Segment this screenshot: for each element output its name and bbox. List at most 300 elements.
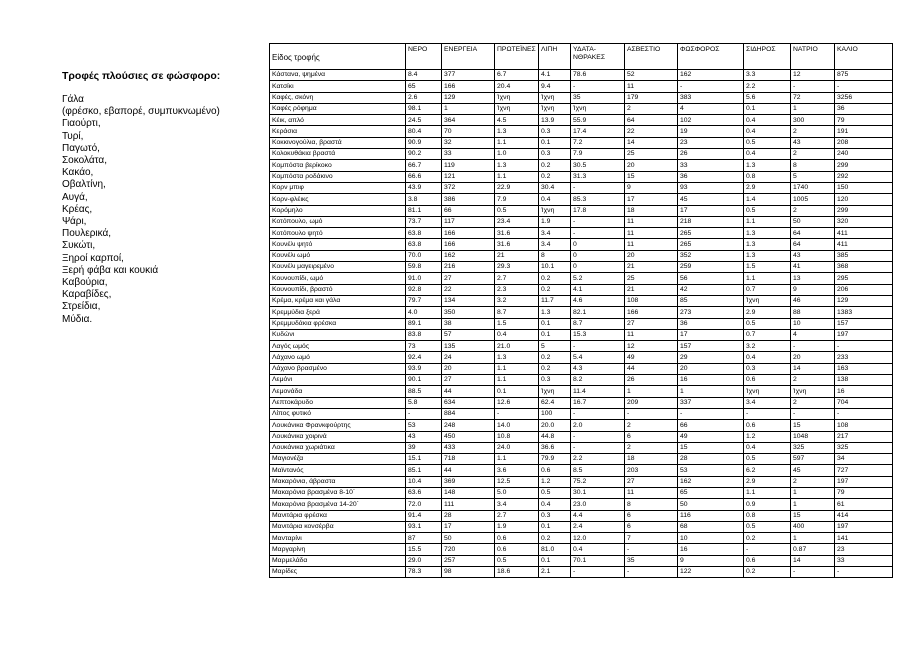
value-cell: 36 <box>835 103 893 114</box>
value-cell: 2 <box>625 420 678 431</box>
value-cell: Ίχνη <box>571 103 625 114</box>
value-cell: 70.1 <box>571 555 625 566</box>
value-cell: 368 <box>835 262 893 273</box>
value-cell: 129 <box>835 295 893 306</box>
value-cell: - <box>571 182 625 193</box>
table-row <box>270 510 893 521</box>
value-cell: 7 <box>625 533 678 544</box>
value-cell: 3.8 <box>406 194 442 205</box>
value-cell: 93 <box>678 182 744 193</box>
value-cell: 1 <box>791 487 835 498</box>
value-cell: 121 <box>442 171 495 182</box>
value-cell: - <box>571 567 625 578</box>
value-cell: Ίχνη <box>539 205 571 216</box>
table-row <box>270 307 893 318</box>
value-cell: 265 <box>678 239 744 250</box>
value-cell: 27 <box>442 375 495 386</box>
value-cell: 134 <box>442 295 495 306</box>
value-cell: 3.2 <box>495 295 539 306</box>
food-name-cell: Κρεμμυδάκια φρέσκα <box>270 318 406 329</box>
value-cell: 43.9 <box>406 182 442 193</box>
value-cell: 14 <box>625 137 678 148</box>
table-row <box>270 499 893 510</box>
value-cell: 0.5 <box>495 205 539 216</box>
food-name-cell: Κουνουπίδι, βραστό <box>270 284 406 295</box>
value-cell: 30.5 <box>571 160 625 171</box>
value-cell: 411 <box>835 228 893 239</box>
nutrition-table <box>269 43 893 578</box>
value-cell: - <box>835 341 893 352</box>
value-cell: 0.2 <box>744 533 791 544</box>
food-name-cell: Κάστανα, ψημένα <box>270 70 406 81</box>
value-cell: 36 <box>678 318 744 329</box>
value-cell: 19 <box>678 126 744 137</box>
value-cell: 12.5 <box>495 476 539 487</box>
food-name-cell: Κοκκινογούλια, βραστά <box>270 137 406 148</box>
value-cell: 108 <box>835 420 893 431</box>
value-cell: 162 <box>678 476 744 487</box>
value-cell: 7.9 <box>495 194 539 205</box>
food-name-cell: Κορόμηλο <box>270 205 406 216</box>
value-cell: 0.4 <box>744 126 791 137</box>
value-cell: 22 <box>625 126 678 137</box>
food-name-cell: Κεράσια <box>270 126 406 137</box>
value-cell: 352 <box>678 250 744 261</box>
value-cell: 98 <box>442 567 495 578</box>
value-cell: 17 <box>625 194 678 205</box>
value-cell: 14 <box>791 555 835 566</box>
value-cell: 21 <box>625 284 678 295</box>
table-row <box>270 171 893 182</box>
value-cell: 21 <box>625 262 678 273</box>
value-cell: 22 <box>442 284 495 295</box>
table-row <box>270 476 893 487</box>
value-cell: 32 <box>442 137 495 148</box>
value-cell: 1.5 <box>495 318 539 329</box>
value-cell: 27 <box>625 476 678 487</box>
value-cell: 9 <box>625 182 678 193</box>
phosphorus-food-item: Κρέας, <box>62 203 93 215</box>
value-cell: 350 <box>442 307 495 318</box>
food-name-cell: Κορν μπιφ <box>270 182 406 193</box>
value-cell: 1 <box>791 533 835 544</box>
value-cell: 0.8 <box>744 510 791 521</box>
value-cell: 10.1 <box>539 262 571 273</box>
table-row <box>270 408 893 419</box>
value-cell: 44.8 <box>539 431 571 442</box>
value-cell: 31.6 <box>495 228 539 239</box>
value-cell: 30.4 <box>539 182 571 193</box>
value-cell: 20 <box>791 352 835 363</box>
value-cell: 4.1 <box>539 70 571 81</box>
food-name-cell: Κουνέλι μαγειρεμένο <box>270 262 406 273</box>
value-cell: 66.7 <box>406 160 442 171</box>
food-name-cell: Μαϊντανός <box>270 465 406 476</box>
value-cell: 265 <box>678 228 744 239</box>
value-cell: 3.4 <box>495 499 539 510</box>
food-name-cell: Μακαρόνια, άβραστα <box>270 476 406 487</box>
food-name-cell: Κουνέλι ωμό <box>270 250 406 261</box>
value-cell: 325 <box>791 442 835 453</box>
value-cell: 2 <box>791 149 835 160</box>
value-cell: 34 <box>835 454 893 465</box>
table-row <box>270 352 893 363</box>
table-row <box>270 420 893 431</box>
value-cell: 0.6 <box>539 465 571 476</box>
value-cell: 28 <box>678 454 744 465</box>
table-row <box>270 318 893 329</box>
value-cell: 377 <box>442 70 495 81</box>
value-cell: 1.2 <box>744 431 791 442</box>
value-cell: 1.3 <box>744 239 791 250</box>
value-cell: 4.1 <box>571 284 625 295</box>
value-cell: 12.6 <box>495 397 539 408</box>
value-cell: 43 <box>791 137 835 148</box>
value-cell: 720 <box>442 544 495 555</box>
value-cell: 0.4 <box>571 544 625 555</box>
value-cell: 81.1 <box>406 205 442 216</box>
value-cell: 0.4 <box>539 499 571 510</box>
value-cell: 18 <box>625 205 678 216</box>
value-cell: 1.1 <box>744 487 791 498</box>
table-row <box>270 137 893 148</box>
value-cell: 17 <box>678 205 744 216</box>
value-cell: 1.1 <box>744 216 791 227</box>
value-cell: 2.7 <box>495 273 539 284</box>
value-cell: 9 <box>678 555 744 566</box>
value-cell: 50 <box>442 533 495 544</box>
value-cell: 53 <box>678 465 744 476</box>
value-cell: 28 <box>442 510 495 521</box>
value-cell: 0.2 <box>539 273 571 284</box>
value-cell: 0.4 <box>539 194 571 205</box>
food-name-cell: Κυδώνι <box>270 329 406 340</box>
value-cell: 8.4 <box>406 70 442 81</box>
value-cell: 63.6 <box>406 487 442 498</box>
value-cell: 2.7 <box>495 510 539 521</box>
value-cell: 98.1 <box>406 103 442 114</box>
column-header: ΛΙΠΗ <box>539 44 571 70</box>
value-cell: 62.4 <box>539 397 571 408</box>
value-cell: 1.1 <box>744 273 791 284</box>
value-cell: 4 <box>678 103 744 114</box>
value-cell: 72.0 <box>406 499 442 510</box>
value-cell: 23.0 <box>571 499 625 510</box>
value-cell: 5 <box>791 171 835 182</box>
value-cell: 248 <box>442 420 495 431</box>
value-cell: 386 <box>442 194 495 205</box>
value-cell: 63.8 <box>406 239 442 250</box>
value-cell: 6 <box>625 510 678 521</box>
value-cell: 43 <box>406 431 442 442</box>
value-cell: 1.0 <box>495 149 539 160</box>
table-row <box>270 533 893 544</box>
value-cell: 26 <box>678 149 744 160</box>
value-cell: 0.6 <box>495 533 539 544</box>
value-cell: 11.7 <box>539 295 571 306</box>
value-cell: 7.2 <box>571 137 625 148</box>
table-row <box>270 465 893 476</box>
value-cell: 209 <box>625 397 678 408</box>
value-cell: 0.4 <box>744 442 791 453</box>
phosphorus-food-item: Ξερή φάβα και κουκιά <box>62 264 159 276</box>
value-cell: 400 <box>791 521 835 532</box>
value-cell: 46 <box>791 295 835 306</box>
value-cell: 65 <box>678 487 744 498</box>
value-cell: 5 <box>539 341 571 352</box>
food-name-cell: Λαγός ωμός <box>270 341 406 352</box>
value-cell: 337 <box>678 397 744 408</box>
value-cell: 73.7 <box>406 216 442 227</box>
value-cell: 179 <box>625 92 678 103</box>
value-cell: 150 <box>835 182 893 193</box>
value-cell: 385 <box>835 250 893 261</box>
value-cell: 259 <box>678 262 744 273</box>
value-cell: - <box>571 216 625 227</box>
value-cell: Ίχνη <box>539 92 571 103</box>
value-cell: - <box>835 567 893 578</box>
value-cell: 31.6 <box>495 239 539 250</box>
value-cell: 1.3 <box>744 160 791 171</box>
value-cell: 634 <box>442 397 495 408</box>
column-header: ΑΣΒΕΣΤΙΟ <box>625 44 678 70</box>
food-name-cell: Λεπτοκάρυδο <box>270 397 406 408</box>
table-row <box>270 555 893 566</box>
value-cell: 0.5 <box>744 137 791 148</box>
column-header: ΣΙΔΗΡΟΣ <box>744 44 791 70</box>
table-row <box>270 375 893 386</box>
food-name-cell: Λουκάνικα Φρανκφούρτης <box>270 420 406 431</box>
value-cell: 11 <box>625 239 678 250</box>
value-cell: 81.0 <box>539 544 571 555</box>
column-header: Είδος τροφής <box>270 44 406 70</box>
value-cell: 43 <box>791 250 835 261</box>
table-row <box>270 205 893 216</box>
value-cell: 191 <box>835 126 893 137</box>
value-cell: 320 <box>835 216 893 227</box>
value-cell: 1 <box>791 103 835 114</box>
value-cell: 24 <box>442 352 495 363</box>
value-cell: 66 <box>678 420 744 431</box>
value-cell: 63.8 <box>406 228 442 239</box>
phosphorus-food-item: Ξηροί καρποί, <box>62 252 124 264</box>
food-name-cell: Κοτόπουλο, ωμό <box>270 216 406 227</box>
value-cell: 0.1 <box>495 386 539 397</box>
value-cell: 0.4 <box>495 329 539 340</box>
value-cell: 117 <box>442 216 495 227</box>
food-name-cell: Μαγιονέζα <box>270 454 406 465</box>
value-cell: 92.8 <box>406 284 442 295</box>
phosphorus-foods-panel <box>62 70 262 326</box>
value-cell: 24.5 <box>406 115 442 126</box>
value-cell: 1.2 <box>539 476 571 487</box>
value-cell: 87 <box>406 533 442 544</box>
value-cell: 85.3 <box>571 194 625 205</box>
value-cell: 0.5 <box>495 555 539 566</box>
value-cell: 217 <box>835 431 893 442</box>
food-name-cell: Μακαρόνια βρασμένα 14-20΄ <box>270 499 406 510</box>
value-cell: 1.1 <box>495 454 539 465</box>
value-cell: 2.6 <box>406 92 442 103</box>
value-cell: 0 <box>571 239 625 250</box>
value-cell: 93.1 <box>406 521 442 532</box>
value-cell: 8 <box>625 499 678 510</box>
value-cell: 61 <box>835 499 893 510</box>
value-cell: 2.4 <box>571 521 625 532</box>
table-row <box>270 521 893 532</box>
value-cell: 3.2 <box>744 341 791 352</box>
value-cell: 0.6 <box>744 375 791 386</box>
value-cell: 4.6 <box>571 295 625 306</box>
value-cell: 17 <box>442 521 495 532</box>
value-cell: 83.8 <box>406 329 442 340</box>
value-cell: 56 <box>678 273 744 284</box>
food-name-cell: Λεμονάδα <box>270 386 406 397</box>
value-cell: 10 <box>791 318 835 329</box>
value-cell: 0 <box>571 250 625 261</box>
value-cell: 372 <box>442 182 495 193</box>
food-name-cell: Λάχανο βρασμένο <box>270 363 406 374</box>
table-row <box>270 182 893 193</box>
value-cell: 135 <box>442 341 495 352</box>
value-cell: 0.1 <box>539 555 571 566</box>
value-cell: 299 <box>835 205 893 216</box>
phosphorus-food-item: Πουλερικά, <box>62 228 112 240</box>
food-name-cell: Κουνουπίδι, ωμό <box>270 273 406 284</box>
value-cell: Ίχνη <box>744 295 791 306</box>
table-row <box>270 284 893 295</box>
value-cell: 14.0 <box>495 420 539 431</box>
column-header: ΚΑΛΙΟ <box>835 44 893 70</box>
value-cell: 2 <box>791 476 835 487</box>
value-cell: 2.1 <box>539 567 571 578</box>
value-cell: 0.1 <box>539 329 571 340</box>
value-cell: 50 <box>791 216 835 227</box>
value-cell: 1.3 <box>495 160 539 171</box>
value-cell: 8 <box>539 250 571 261</box>
food-name-cell: Κοτόπουλο ψητό <box>270 228 406 239</box>
value-cell: 8.5 <box>571 465 625 476</box>
food-name-cell: Καφές ρόφημα <box>270 103 406 114</box>
value-cell: 44 <box>625 363 678 374</box>
phosphorus-food-item: Σοκολάτα, <box>62 155 107 167</box>
value-cell: - <box>744 544 791 555</box>
table-row <box>270 431 893 442</box>
value-cell: 92.4 <box>406 352 442 363</box>
value-cell: 0.7 <box>744 284 791 295</box>
value-cell: - <box>571 431 625 442</box>
table-row <box>270 126 893 137</box>
value-cell: 79 <box>835 115 893 126</box>
value-cell: 12.0 <box>571 533 625 544</box>
phosphorus-food-item: Οβαλτίνη, <box>62 179 106 191</box>
value-cell: 17.4 <box>571 126 625 137</box>
value-cell: 122 <box>678 567 744 578</box>
value-cell: - <box>835 408 893 419</box>
table-row <box>270 70 893 81</box>
value-cell: 157 <box>678 341 744 352</box>
table-row <box>270 92 893 103</box>
phosphorus-foods-list <box>62 94 262 326</box>
table-row <box>270 397 893 408</box>
value-cell: - <box>678 81 744 92</box>
table-body <box>270 70 893 578</box>
phosphorus-food-item: Καραβίδες, <box>62 289 112 301</box>
value-cell: - <box>791 408 835 419</box>
table-row <box>270 216 893 227</box>
table-row <box>270 103 893 114</box>
value-cell: 206 <box>835 284 893 295</box>
value-cell: 66 <box>442 205 495 216</box>
value-cell: 33 <box>678 160 744 171</box>
value-cell: 11 <box>625 81 678 92</box>
value-cell: - <box>571 408 625 419</box>
value-cell: 0.5 <box>744 521 791 532</box>
value-cell: 233 <box>835 352 893 363</box>
value-cell: 1.3 <box>744 228 791 239</box>
value-cell: 292 <box>835 171 893 182</box>
value-cell: 16.7 <box>571 397 625 408</box>
value-cell: Ίχνη <box>791 386 835 397</box>
value-cell: - <box>791 81 835 92</box>
value-cell: 57 <box>442 329 495 340</box>
table-row <box>270 228 893 239</box>
phosphorus-food-item: Ψάρι, <box>62 216 87 228</box>
value-cell: 8.7 <box>495 307 539 318</box>
value-cell: 35 <box>625 555 678 566</box>
value-cell: 44 <box>442 465 495 476</box>
value-cell: 1.3 <box>744 250 791 261</box>
value-cell: 3.4 <box>539 228 571 239</box>
value-cell: Ίχνη <box>495 92 539 103</box>
value-cell: 6.7 <box>495 70 539 81</box>
value-cell: Ίχνη <box>495 103 539 114</box>
value-cell: 273 <box>678 307 744 318</box>
food-name-cell: Μανιτάρια κονσέρβα <box>270 521 406 532</box>
table-row <box>270 250 893 261</box>
value-cell: 26 <box>625 375 678 386</box>
value-cell: 23 <box>678 137 744 148</box>
value-cell: 727 <box>835 465 893 476</box>
value-cell: 29 <box>678 352 744 363</box>
value-cell: 70 <box>442 126 495 137</box>
phosphorus-food-item: Αυγά, <box>62 191 88 203</box>
value-cell: 18.6 <box>495 567 539 578</box>
phosphorus-food-item: Γιαούρτι, <box>62 118 101 130</box>
value-cell: 75.2 <box>571 476 625 487</box>
value-cell: 66.6 <box>406 171 442 182</box>
food-name-cell: Καφές, σκόνη <box>270 92 406 103</box>
value-cell: 45 <box>791 465 835 476</box>
value-cell: 0.5 <box>744 454 791 465</box>
value-cell: 0.2 <box>539 363 571 374</box>
value-cell: 39 <box>406 442 442 453</box>
value-cell: 25 <box>625 149 678 160</box>
value-cell: 64 <box>625 115 678 126</box>
food-name-cell: Λάχανο ωμό <box>270 352 406 363</box>
value-cell: 414 <box>835 510 893 521</box>
value-cell: 1.3 <box>495 126 539 137</box>
value-cell: 35 <box>571 92 625 103</box>
value-cell: 31.3 <box>571 171 625 182</box>
food-name-cell: Κρέμα, κρέμα και γάλα <box>270 295 406 306</box>
value-cell: 2.9 <box>744 476 791 487</box>
value-cell: 2.2 <box>744 81 791 92</box>
value-cell: 20 <box>678 363 744 374</box>
value-cell: 22.9 <box>495 182 539 193</box>
value-cell: 0.5 <box>744 205 791 216</box>
value-cell: 90.2 <box>406 149 442 160</box>
